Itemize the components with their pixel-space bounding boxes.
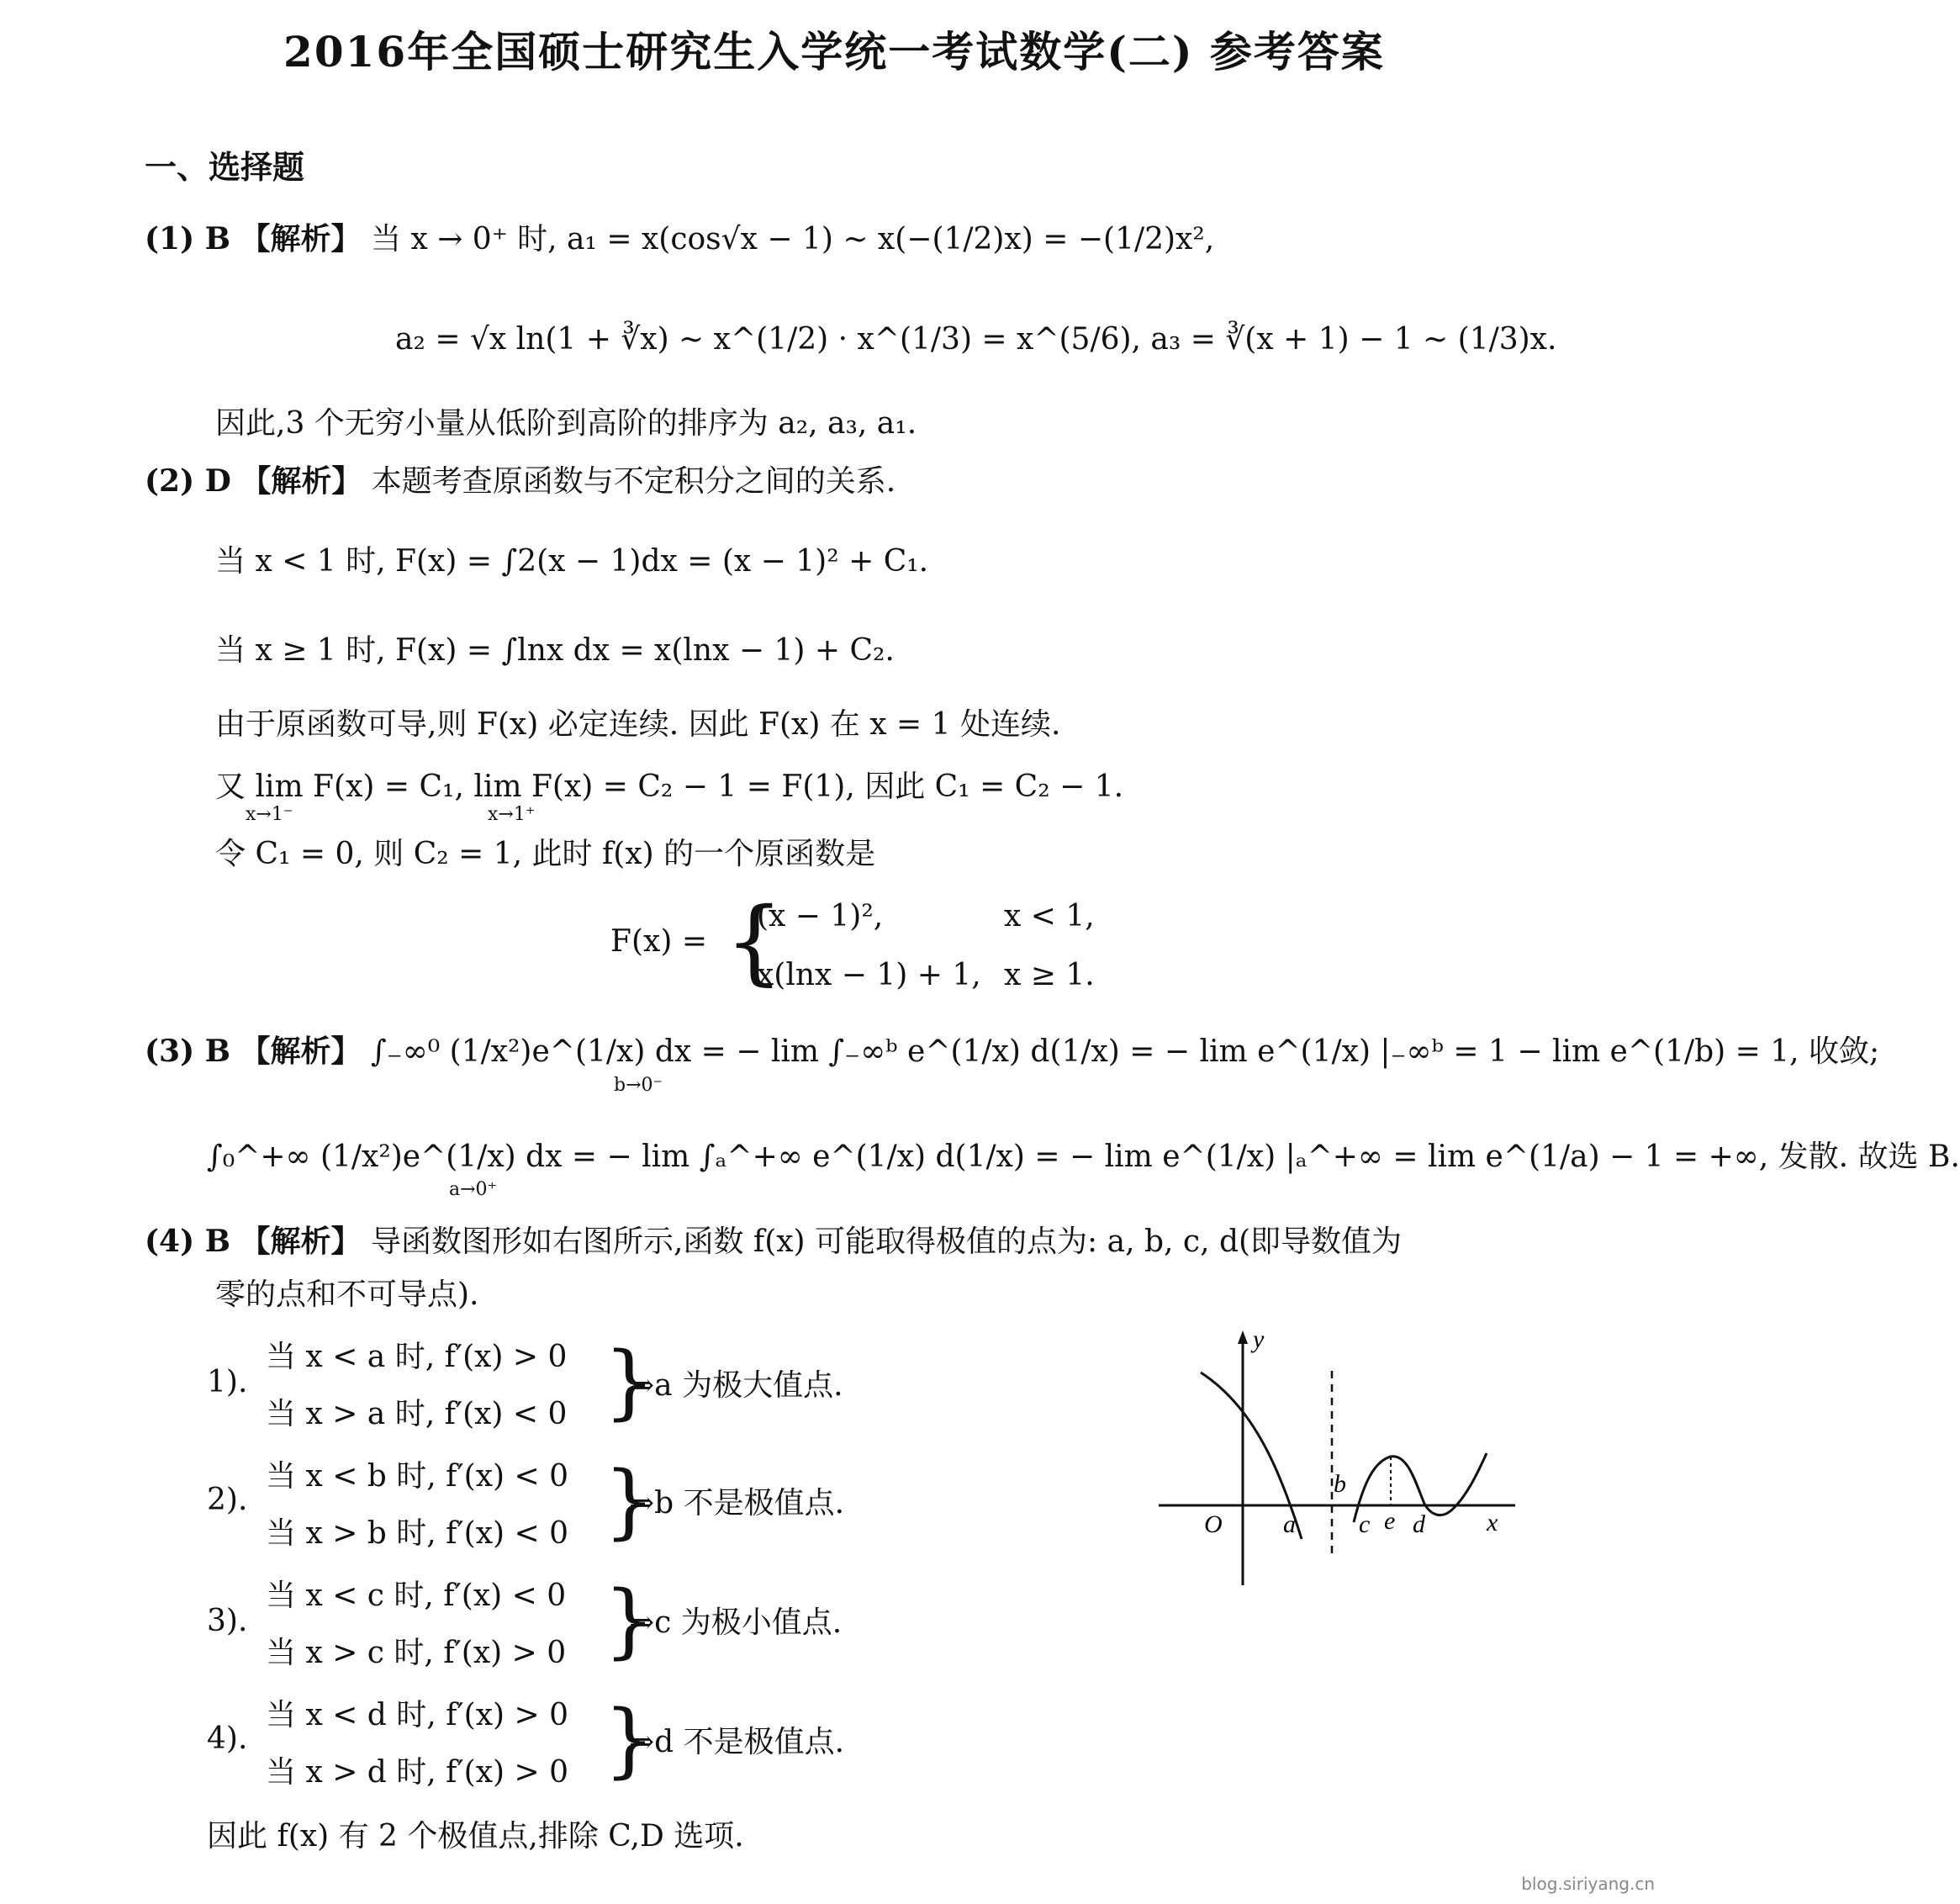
- q2-line0: [145, 463, 895, 500]
- q2-case2: x(lnx − 1) + 1,: [757, 958, 981, 992]
- q4-case-cond-a: 当 x < c 时, f′(x) < 0: [266, 1579, 567, 1613]
- q2-case1-cond: x < 1,: [1004, 899, 1095, 933]
- q4-tag: 【解析】: [240, 1224, 362, 1259]
- q4-case-result: ⇒a 为极大值点.: [629, 1368, 843, 1403]
- q2-piecewise-brace: {: [725, 887, 784, 995]
- q4-case-num: 3).: [207, 1604, 248, 1638]
- q4-case-brace: }: [604, 1454, 656, 1548]
- q4-case-result: ⇒c 为极小值点.: [629, 1605, 843, 1640]
- q4-case-result: ⇒d 不是极值点.: [629, 1725, 845, 1759]
- q3-limit-sub1: b→0⁻: [614, 1075, 663, 1096]
- q4-conclusion: 因此 f(x) 有 2 个极值点,排除 C,D 选项.: [207, 1819, 744, 1854]
- q4-case-brace: }: [604, 1573, 656, 1668]
- q4-case-cond-a: 当 x < b 时, f′(x) < 0: [266, 1459, 569, 1494]
- page-title: 2016年全国硕士研究生入学统一考试数学(二) 参考答案: [283, 27, 1385, 77]
- q4-intro2: 零的点和不可导点).: [215, 1277, 479, 1312]
- x-label: x: [1487, 1509, 1498, 1536]
- origin-label: O: [1204, 1510, 1223, 1538]
- q2-limit-sub1: x→1⁻: [246, 804, 293, 825]
- q2-limit-sub2: x→1⁺: [488, 804, 536, 825]
- point-b-label: b: [1334, 1470, 1346, 1498]
- q1-tag: 【解析】: [240, 221, 362, 257]
- point-e-label: e: [1384, 1507, 1396, 1535]
- q2-case2-cond: x ≥ 1.: [1004, 958, 1095, 992]
- q4-case-brace: }: [604, 1335, 656, 1429]
- q4-case-cond-a: 当 x < a 时, f′(x) > 0: [266, 1340, 568, 1374]
- q4-case-num: 4).: [207, 1722, 248, 1756]
- section-heading: 一、选择题: [145, 148, 305, 186]
- q4-case-result: ⇒b 不是极值点.: [629, 1486, 845, 1521]
- q4-case-cond-b: 当 x > a 时, f′(x) < 0: [266, 1397, 568, 1431]
- point-c-label: c: [1359, 1510, 1371, 1538]
- q4-case-num: 2).: [207, 1483, 248, 1517]
- q4-case-cond-b: 当 x > c 时, f′(x) > 0: [266, 1636, 567, 1670]
- watermark-footer: blog.siriyang.cn: [1521, 1874, 1655, 1894]
- q1-text1: 当 x → 0⁺ 时, a₁ = x(cos√x − 1) ~ x(−(1/2)x) = −(1/2)x²,: [371, 222, 1215, 257]
- y-axis-arrow: [1238, 1330, 1248, 1344]
- q3-line1: [145, 1033, 1879, 1071]
- q3-tag: 【解析】: [240, 1034, 362, 1069]
- q3-text1: ∫₋∞⁰ (1/x²)e^(1/x) dx = − lim ∫₋∞ᵇ e^(1/x) d(1/x) = − lim e^(1/x) |₋∞ᵇ = 1 − lim e^(1/b) = 1, 收敛;: [371, 1034, 1880, 1069]
- q2-label: (2) D: [145, 463, 231, 499]
- q4-label: (4) B: [145, 1224, 231, 1259]
- q4-case-num: 1).: [207, 1365, 248, 1399]
- q4-case-cond-b: 当 x > b 时, f′(x) < 0: [266, 1516, 569, 1551]
- q4-case-brace: }: [604, 1693, 656, 1787]
- point-d-label: d: [1413, 1510, 1425, 1538]
- q1-label: (1) B: [145, 221, 231, 257]
- q2-tag: 【解析】: [240, 463, 362, 499]
- q4-case-cond-b: 当 x > d 时, f′(x) > 0: [266, 1755, 569, 1790]
- q4-intro1: 导函数图形如右图所示,函数 f(x) 可能取得极值的点为: a, b, c, d(即导数值为: [371, 1224, 1403, 1259]
- q3-label: (3) B: [145, 1034, 231, 1069]
- q2-line5: 令 C₁ = 0, 则 C₂ = 1, 此时 f(x) 的一个原函数是: [215, 837, 876, 871]
- derivative-graph: [1152, 1325, 1522, 1598]
- q2-line4: 又 lim F(x) = C₁, lim F(x) = C₂ − 1 = F(1), 因此 C₁ = C₂ − 1.: [215, 770, 1124, 804]
- q2-case1: (x − 1)²,: [757, 899, 884, 933]
- q2-piecewise-lhs: F(x) =: [610, 924, 707, 959]
- q2-intro: 本题考查原函数与不定积分之间的关系.: [371, 464, 896, 499]
- q3-line2: ∫₀^+∞ (1/x²)e^(1/x) dx = − lim ∫ₐ^+∞ e^(1/x) d(1/x) = − lim e^(1/x) |ₐ^+∞ = lim e^(1/a) − 1 = +∞, 发散. 故选 B.: [207, 1140, 1960, 1174]
- q1-line2: a₂ = √x ln(1 + ∛x) ~ x^(1/2) · x^(1/3) = x^(5/6), a₃ = ∛(x + 1) − 1 ~ (1/3)x.: [395, 322, 1557, 357]
- q2-line3: 由于原函数可导,则 F(x) 必定连续. 因此 F(x) 在 x = 1 处连续.: [215, 707, 1061, 742]
- q4-case-cond-a: 当 x < d 时, f′(x) > 0: [266, 1698, 569, 1732]
- q4-line0: [145, 1223, 1402, 1261]
- q2-line1: 当 x < 1 时, F(x) = ∫2(x − 1)dx = (x − 1)² + C₁.: [215, 544, 929, 579]
- y-label: y: [1253, 1325, 1265, 1353]
- q1-line3: 因此,3 个无穷小量从低阶到高阶的排序为 a₂, a₃, a₁.: [215, 406, 917, 441]
- q2-line2: 当 x ≥ 1 时, F(x) = ∫lnx dx = x(lnx − 1) + C₂.: [215, 633, 895, 668]
- q1-line1: [145, 220, 1214, 258]
- point-a-label: a: [1283, 1510, 1296, 1538]
- q3-limit-sub2: a→0⁺: [449, 1179, 498, 1200]
